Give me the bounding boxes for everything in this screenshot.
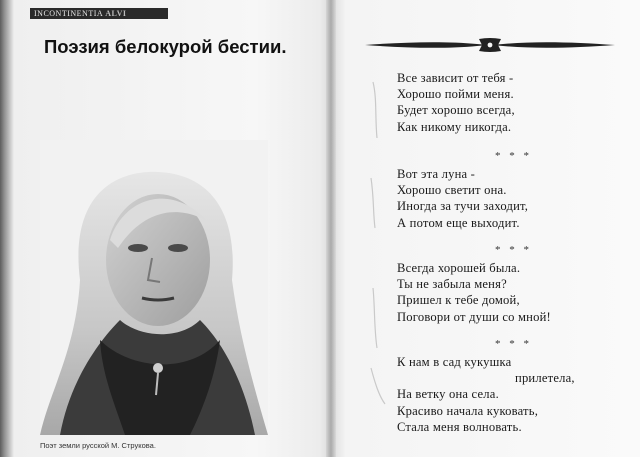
poem-line: Как никому никогда. bbox=[397, 119, 512, 134]
poem-line: Пришел к тебе домой, bbox=[397, 293, 520, 308]
poem-line: Хорошо пойми меня. bbox=[397, 87, 514, 102]
decorative-ornament bbox=[365, 38, 615, 52]
poem-line: Ты не забыла меня? bbox=[397, 277, 507, 292]
poem-line: К нам в сад кукушка bbox=[397, 355, 512, 369]
poem-stanza-2 bbox=[397, 166, 637, 231]
stanza-separator: * * * bbox=[495, 244, 532, 256]
stanza-separator: * * * bbox=[495, 338, 532, 350]
right-page bbox=[335, 0, 640, 457]
magazine-header-band bbox=[30, 8, 168, 19]
header-band-accent: ALVI bbox=[105, 9, 127, 18]
poem-line: Будет хорошо всегда, bbox=[397, 103, 515, 118]
poem-line: На ветку она села. bbox=[397, 387, 499, 402]
stanza-separator: * * * bbox=[495, 150, 532, 162]
poem-line: Хорошо светит она. bbox=[397, 183, 507, 198]
poem-line: Иногда за тучи заходит, bbox=[397, 199, 529, 214]
photo-caption: Поэт земли русской М. Струкова. bbox=[40, 441, 156, 450]
poem-line: прилетела, bbox=[515, 371, 575, 386]
poem-line: Все зависит от тебя - bbox=[397, 71, 514, 85]
poem-line: Вот эта луна - bbox=[397, 167, 476, 181]
poem-line: Стала меня волновать. bbox=[397, 419, 522, 434]
page-title: Поэзия белокурой бестии. bbox=[44, 36, 287, 57]
poem-line: Красиво начала куковать, bbox=[397, 403, 539, 418]
poem-stanza-1 bbox=[397, 70, 637, 135]
portrait-illustration bbox=[40, 140, 268, 435]
poem-line: Всегда хорошей была. bbox=[397, 261, 521, 275]
poem-line: А потом еще выходит. bbox=[397, 215, 520, 230]
poem-line: Поговори от души со мной! bbox=[397, 309, 551, 324]
header-band-text: INCONTINENTIA bbox=[34, 9, 103, 18]
poem-stanza-3 bbox=[397, 260, 637, 325]
poem-stanza-4 bbox=[397, 354, 637, 435]
author-portrait-photo bbox=[40, 140, 268, 435]
